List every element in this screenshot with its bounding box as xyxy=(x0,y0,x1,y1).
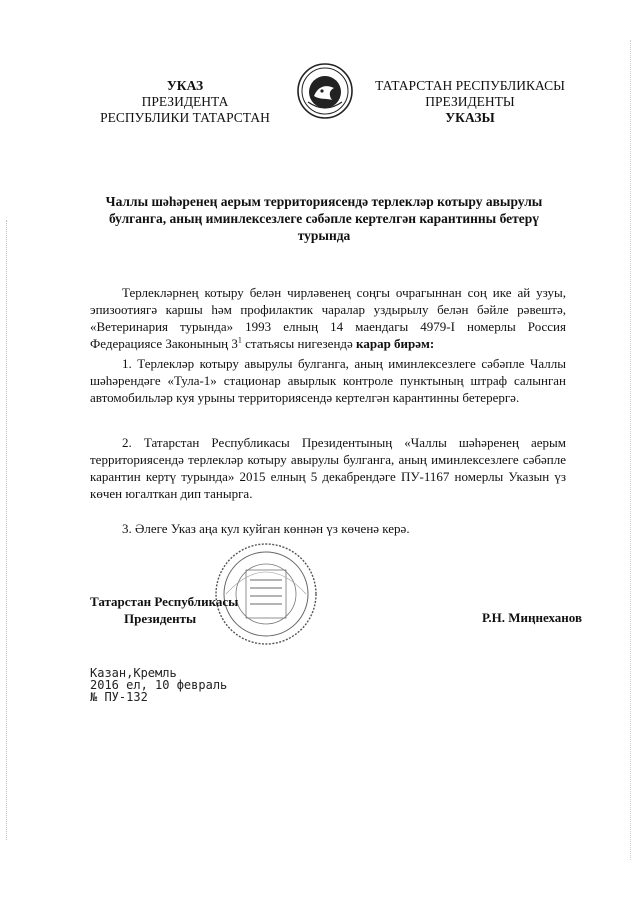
document-footer xyxy=(90,667,227,703)
tatarstan-emblem-icon xyxy=(296,62,354,120)
preamble-text: Терлекләрнең котыру белән чирләвенең соңгы очрагыннан соң ике ай узуы, эпизоотиягә каршы һәм профилактик чаралар уздырылу белән бәйле рәвештә, «Ветеринария турында» 1993 елның 14 маендагы 4979-I номерлы Россия Федерациясе Законының 3 xyxy=(90,285,566,351)
signature-position xyxy=(90,593,290,627)
scan-edge-noise xyxy=(630,40,632,860)
header-left-line1: УКАЗ xyxy=(166,78,204,93)
header-right-block xyxy=(358,78,582,126)
signature-position-line2: Президенты xyxy=(124,611,197,626)
footer-number: № ПУ-132 xyxy=(90,690,148,704)
header-left-block xyxy=(70,78,300,126)
document-title: Чаллы шәһәренең аерым территориясендә терлекләр котыру авырулы булганга, аның иминлексезлеге сәбәпле кертелгән карантинны бетерү турында xyxy=(105,194,543,243)
preamble-paragraph xyxy=(90,284,566,352)
decree-phrase: карар бирәм: xyxy=(356,336,435,351)
footer-place: Казан,Кремль xyxy=(90,666,177,680)
header-right-line2: ПРЕЗИДЕНТЫ xyxy=(425,94,515,109)
header-left-line2: ПРЕЗИДЕНТА xyxy=(141,94,229,109)
decree-item-2: 2. Татарстан Республикасы Президентының «Чаллы шәһәренең аерым территориясендә терлекләр котыру авырулы булганга, аның иминлексезлеге сәбәпле карантин кертү турында» 2015 елның 5 декабрендәге ПУ-1167 номерлы Указын үз көчен югалткан дип танырга. xyxy=(90,435,566,501)
header-right-line1: ТАТАРСТАН РЕСПУБЛИКАСЫ xyxy=(375,78,565,93)
header-right-line3: УКАЗЫ xyxy=(445,110,495,125)
preamble-text-cont: статьясы нигезендә xyxy=(241,336,357,351)
decree-item-1: 1. Терлекләр котыру авырулы булганга, аның иминлексезлеге сәбәпле Чаллы шәһәрендәге «Тула-1» стационар авырлык контроле пунктының штраф салынган автомобильләр куя урыны территориясендә кертелгән карантинны бетерергә. xyxy=(90,356,566,405)
decree-item-3: 3. Әлеге Указ аңа кул куйган көннән үз көченә керә. xyxy=(122,521,410,536)
preamble-superscript: 1 xyxy=(237,335,242,345)
signatory-name: Р.Н. Миңнеханов xyxy=(482,610,582,625)
signature-position-line1: Татарстан Республикасы xyxy=(90,594,239,609)
footer-date: 2016 ел, 10 февраль xyxy=(90,678,228,692)
header-left-line3: РЕСПУБЛИКИ ТАТАРСТАН xyxy=(100,110,270,125)
scan-edge-noise xyxy=(6,220,8,840)
